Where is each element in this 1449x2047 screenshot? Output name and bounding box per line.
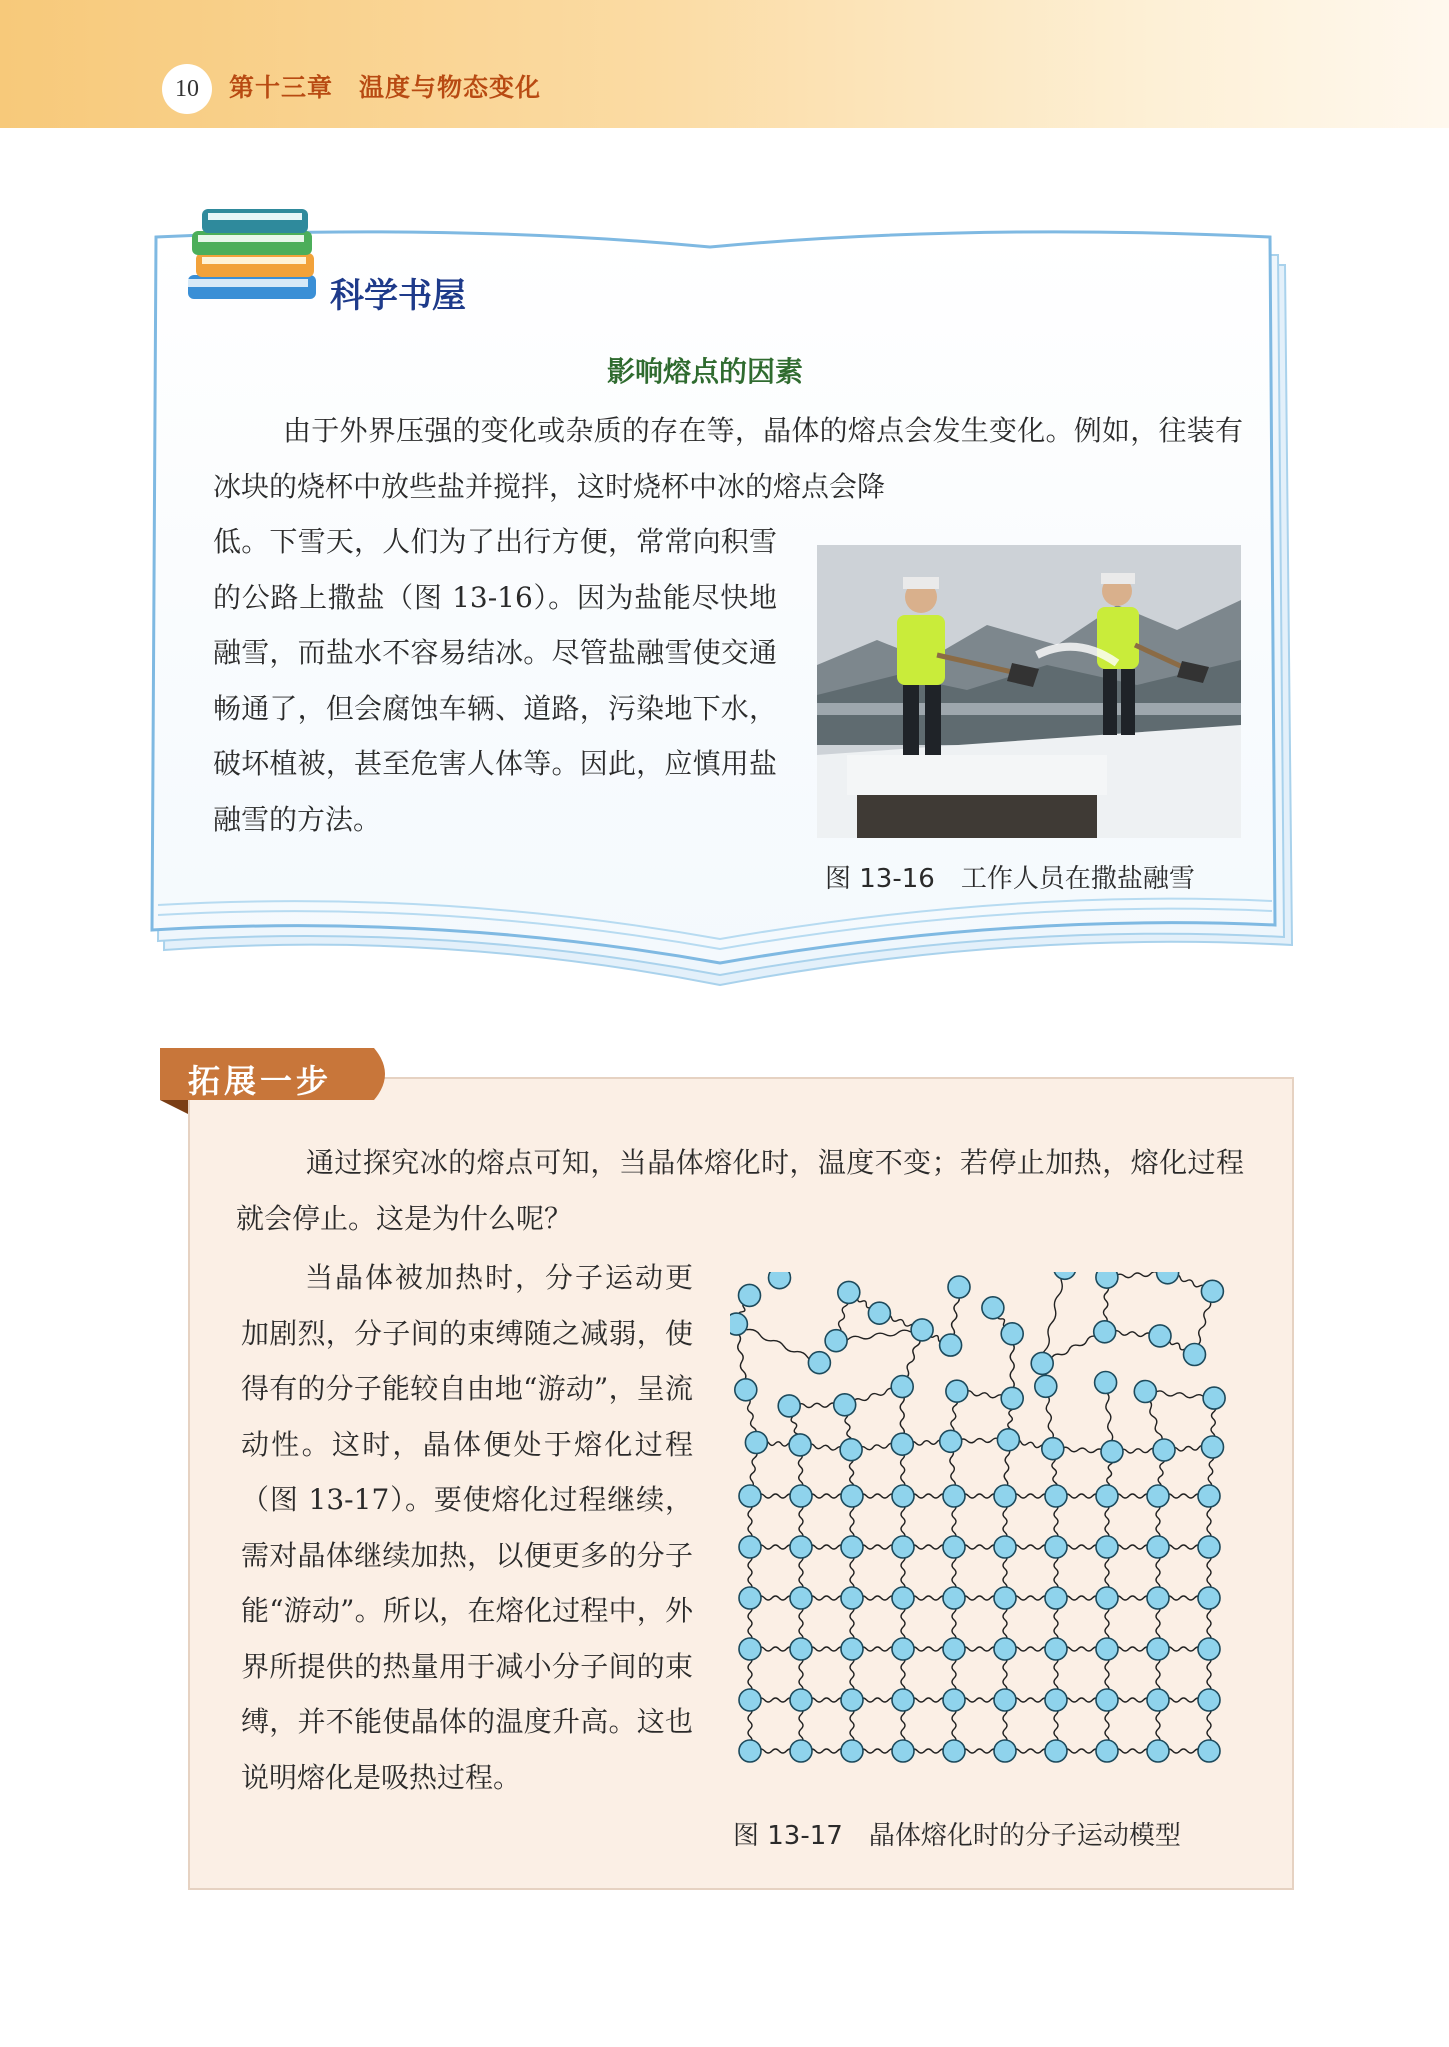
molecule	[790, 1536, 812, 1558]
molecule	[994, 1740, 1016, 1762]
figure-13-17-caption: 图 13-17 晶体熔化时的分子运动模型	[733, 1821, 1181, 1851]
spring-bond	[836, 1330, 922, 1342]
molecule	[943, 1587, 965, 1609]
molecule	[891, 1433, 913, 1455]
molecule	[730, 1313, 747, 1335]
books-stack-icon	[176, 205, 326, 315]
molecule	[739, 1485, 761, 1507]
molecule	[1157, 1272, 1179, 1284]
molecule	[1153, 1439, 1175, 1461]
molecule	[1035, 1375, 1057, 1397]
spring-bond	[1042, 1272, 1065, 1363]
molecule	[948, 1276, 970, 1298]
molecule	[1045, 1638, 1067, 1660]
molecule	[946, 1380, 968, 1402]
molecule	[1198, 1587, 1220, 1609]
molecule	[790, 1638, 812, 1660]
molecule	[997, 1429, 1019, 1451]
molecule	[943, 1485, 965, 1507]
molecule	[1203, 1387, 1225, 1409]
molecule	[892, 1536, 914, 1558]
science-corner-label: 科学书屋	[330, 276, 466, 316]
molecule	[1045, 1536, 1067, 1558]
molecule	[739, 1740, 761, 1762]
molecule	[841, 1485, 863, 1507]
molecule	[892, 1689, 914, 1711]
molecule-model-figure	[730, 1272, 1250, 1792]
molecule	[1031, 1352, 1053, 1374]
molecule	[739, 1536, 761, 1558]
molecule	[838, 1281, 860, 1303]
molecule	[1001, 1323, 1023, 1345]
molecule	[745, 1432, 767, 1454]
molecule	[739, 1587, 761, 1609]
molecule	[892, 1485, 914, 1507]
molecule	[808, 1352, 830, 1374]
molecule	[892, 1740, 914, 1762]
molecule	[1045, 1689, 1067, 1711]
page-number: 10	[162, 64, 212, 114]
molecule	[1198, 1740, 1220, 1762]
science-paragraph-left: 低。下雪天，人们为了出行方便，常常向积雪的公路上撒盐（图 13-16）。因为盐能尽快地融雪，而盐水不容易结冰。尽管盐融雪使交通畅通了，但会腐蚀车辆、道路，污染地下水，破坏植被，甚至危害人体等。因此，应慎用盐融雪的方法。	[213, 525, 777, 836]
spring-bond	[736, 1324, 819, 1363]
molecule	[1045, 1587, 1067, 1609]
molecule	[943, 1638, 965, 1660]
molecule	[841, 1638, 863, 1660]
section-subtitle: 影响熔点的因素	[607, 355, 804, 388]
molecule	[834, 1394, 856, 1416]
molecule	[1101, 1441, 1123, 1463]
molecule	[1096, 1485, 1118, 1507]
chapter-heading	[229, 68, 541, 104]
molecule	[1147, 1740, 1169, 1762]
molecule	[841, 1587, 863, 1609]
molecule	[1001, 1387, 1023, 1409]
molecule	[1147, 1638, 1169, 1660]
molecule	[790, 1485, 812, 1507]
figure-13-16-caption: 图 13-16 工作人员在撒盐融雪	[825, 864, 1195, 894]
page-header	[0, 0, 1449, 128]
molecule	[1096, 1638, 1118, 1660]
molecule	[790, 1689, 812, 1711]
science-paragraph-top: 由于外界压强的变化或杂质的存在等，晶体的熔点会发生变化。例如，往装有冰块的烧杯中放些盐并搅拌，这时烧杯中冰的熔点会降	[213, 414, 1243, 503]
salt-spreading-photo	[817, 545, 1241, 838]
molecule	[994, 1485, 1016, 1507]
molecule	[735, 1379, 757, 1401]
molecule	[868, 1302, 890, 1324]
expand-paragraph-left: 当晶体被加热时，分子运动更加剧烈，分子间的束缚随之减弱，使得有的分子能较自由地“游动”，呈流动性。这时，晶体便处于熔化过程（图 13-17）。要使熔化过程继续，需对晶体继续加热，以便更多的分子能“游动”。所以，在熔化过程中，外界所提供的热量用于减小分子间的束缚，并不能使晶体的温度升高。这也说明熔化是吸热过程。	[241, 1261, 693, 1794]
molecule	[739, 1689, 761, 1711]
molecule	[892, 1638, 914, 1660]
molecule	[1202, 1436, 1224, 1458]
molecule	[943, 1536, 965, 1558]
molecule	[778, 1395, 800, 1417]
molecule	[825, 1330, 847, 1352]
molecule	[1042, 1438, 1064, 1460]
molecule	[1147, 1689, 1169, 1711]
molecule	[790, 1740, 812, 1762]
molecule	[943, 1740, 965, 1762]
molecule	[940, 1430, 962, 1452]
molecule	[1198, 1536, 1220, 1558]
molecule	[1054, 1272, 1076, 1279]
molecule	[1201, 1280, 1223, 1302]
molecule	[841, 1689, 863, 1711]
molecule	[1096, 1536, 1118, 1558]
molecule	[789, 1434, 811, 1456]
molecule	[790, 1587, 812, 1609]
molecule	[940, 1334, 962, 1356]
molecule	[1184, 1344, 1206, 1366]
molecule	[1045, 1485, 1067, 1507]
molecule	[1095, 1372, 1117, 1394]
molecule	[1149, 1325, 1171, 1347]
molecule	[1134, 1381, 1156, 1403]
molecule	[1096, 1689, 1118, 1711]
molecule	[891, 1376, 913, 1398]
expand-label: 拓展一步	[188, 1062, 333, 1100]
chapter-label: 第十三章	[229, 73, 334, 102]
molecule	[943, 1689, 965, 1711]
molecule	[1045, 1740, 1067, 1762]
molecule	[769, 1272, 791, 1289]
molecule	[840, 1439, 862, 1461]
molecule	[994, 1587, 1016, 1609]
chapter-title: 温度与物态变化	[359, 73, 542, 102]
molecule	[1198, 1485, 1220, 1507]
molecule	[982, 1297, 1004, 1319]
molecule	[1147, 1536, 1169, 1558]
molecule	[1096, 1740, 1118, 1762]
molecule	[911, 1319, 933, 1341]
molecule	[1147, 1485, 1169, 1507]
molecule	[1094, 1321, 1116, 1343]
molecule	[739, 1638, 761, 1660]
molecule	[1198, 1638, 1220, 1660]
molecule	[1096, 1587, 1118, 1609]
molecule	[739, 1284, 761, 1306]
molecule	[1096, 1272, 1118, 1288]
molecule	[1198, 1689, 1220, 1711]
molecule	[892, 1587, 914, 1609]
molecule	[994, 1536, 1016, 1558]
molecule	[841, 1536, 863, 1558]
molecule	[994, 1689, 1016, 1711]
expand-paragraph-top: 通过探究冰的熔点可知，当晶体熔化时，温度不变；若停止加热，熔化过程就会停止。这是为什么呢？	[236, 1146, 1244, 1235]
molecule	[1147, 1587, 1169, 1609]
molecule	[841, 1740, 863, 1762]
molecule	[994, 1638, 1016, 1660]
